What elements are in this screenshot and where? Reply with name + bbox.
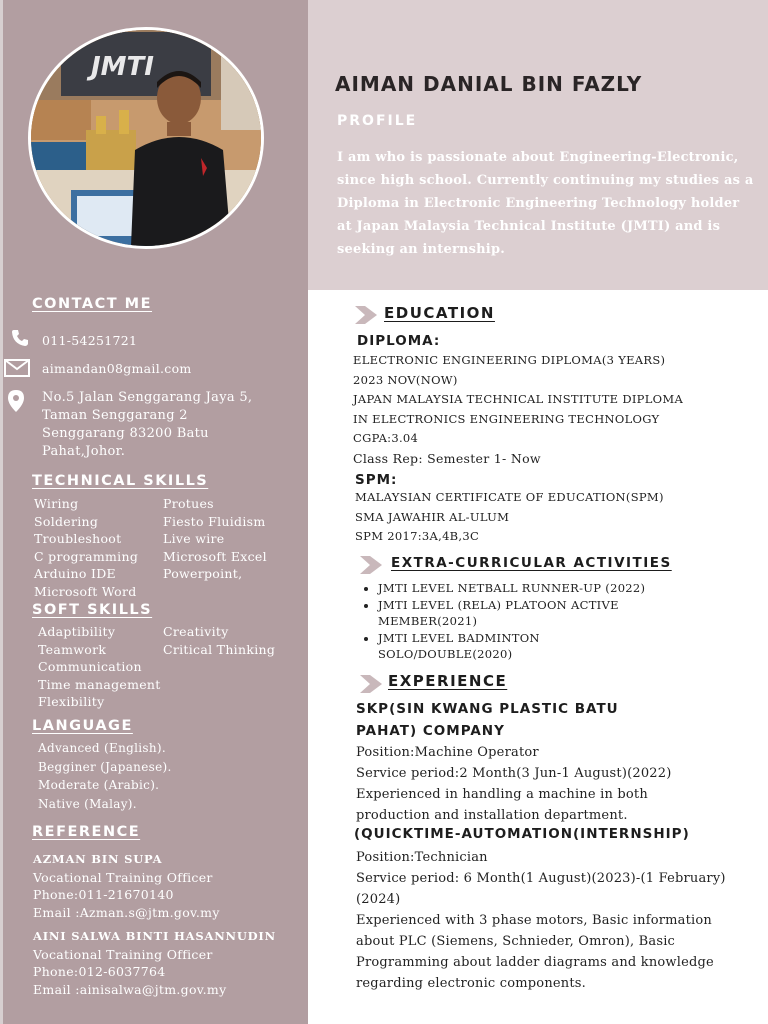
job-company: SKP(SIN KWANG PLASTIC BATU <box>356 701 619 717</box>
language-item: Moderate (Arabic). <box>38 778 160 792</box>
skill-item: Fiesto Fluidism <box>163 513 266 529</box>
skill-item: Powerpoint, <box>163 566 243 581</box>
experience-heading: EXPERIENCE <box>388 672 508 690</box>
extracurricular-item: • JMTI LEVEL NETBALL RUNNER-UP (2022) <box>378 580 756 597</box>
language-item: Native (Malay). <box>38 796 137 811</box>
email-icon <box>4 359 30 377</box>
reference-email: Email :Azman.s@jtm.gov.my <box>33 904 220 920</box>
job-line: about PLC (Siemens, Schnieder, Omron), Basic <box>356 934 676 949</box>
job-company: PAHAT) COMPANY <box>356 723 505 739</box>
diploma-line: 2023 NOV(NOW) <box>353 372 458 387</box>
contact-email: aimandan08gmail.com <box>42 361 192 376</box>
soft-skills-heading: SOFT SKILLS <box>32 602 153 618</box>
extracurricular-item: • JMTI LEVEL BADMINTON SOLO/DOUBLE(2020) <box>378 630 756 663</box>
reference-phone: Phone:011-21670140 <box>33 887 174 902</box>
extracurricular-list <box>356 580 756 663</box>
skill-item: Protues <box>163 496 214 511</box>
sidebar-edge <box>0 0 3 1024</box>
reference-title: Vocational Training Officer <box>33 869 213 885</box>
technical-skills-col1 <box>34 495 138 600</box>
reference-name: AINI SALWA BINTI HASANNUDIN <box>33 929 276 943</box>
reference-email: Email :ainisalwa@jtm.gov.my <box>33 981 227 997</box>
language-heading: LANGUAGE <box>32 718 133 734</box>
job-company: (QUICKTIME-AUTOMATION(INTERNSHIP) <box>354 826 690 842</box>
diploma-line: Class Rep: Semester 1- Now <box>353 450 541 466</box>
diploma-line: JAPAN MALAYSIA TECHNICAL INSTITUTE DIPLOMA <box>353 392 684 406</box>
reference-title: Vocational Training Officer <box>33 946 213 962</box>
contact-address <box>42 389 252 461</box>
extracurricular-item: • JMTI LEVEL (RELA) PLATOON ACTIVE MEMBER(2021) <box>378 597 756 630</box>
soft-skill-item: Teamwork <box>38 641 107 657</box>
technical-skills-heading: TECHNICAL SKILLS <box>32 473 209 489</box>
diploma-line: IN ELECTRONICS ENGINEERING TECHNOLOGY <box>353 411 660 426</box>
extracurricular-heading: EXTRA-CURRICULAR ACTIVITIES <box>391 555 672 571</box>
job-2 <box>354 823 726 994</box>
job-line: production and installation department. <box>356 808 628 823</box>
chevron-right-icon <box>355 306 377 324</box>
job-line: Position:Machine Operator <box>356 745 539 760</box>
diploma-line: CGPA:3.04 <box>353 431 419 445</box>
diploma-line: ELECTRONIC ENGINEERING DIPLOMA(3 YEARS) <box>353 353 666 367</box>
profile-photo <box>28 27 264 249</box>
skill-item: C programming <box>34 548 139 564</box>
job-line: Programming about ladder diagrams and knowledge <box>356 955 714 970</box>
education-heading: EDUCATION <box>384 304 495 322</box>
spm-line: SMA JAWAHIR AL-ULUM <box>355 509 510 524</box>
address-line: Senggarang 83200 Batu <box>42 426 209 441</box>
profile-text: I am who is passionate about Engineering-Electronic, since high school. Currently continuing my studies as a Diploma in Electronic Engineering Technology holder at Japan Malaysia Technical Institute (JMTI) and is seeking an internship. <box>337 150 754 257</box>
profile-heading: PROFILE <box>337 113 418 129</box>
reference-1 <box>33 851 220 921</box>
reference-2 <box>33 928 276 998</box>
soft-skill-item: Communication <box>38 659 142 674</box>
chevron-right-icon <box>360 556 382 574</box>
job-line: regarding electronic components. <box>356 976 586 991</box>
chevron-right-icon <box>360 675 382 693</box>
job-1 <box>356 698 672 826</box>
job-line: (2024) <box>356 892 401 907</box>
skill-item: Microsoft Word <box>34 583 137 599</box>
photo-sign-text: JMTI <box>91 52 154 82</box>
soft-skill-item: Adaptibility <box>38 624 116 639</box>
job-line: Experienced in handling a machine in both <box>356 787 648 802</box>
job-line: Service period: 6 Month(1 August)(2023)-(1 February) <box>356 871 726 886</box>
job-line: Experienced with 3 phase motors, Basic information <box>356 913 713 928</box>
profile-photo-illustration <box>31 30 261 246</box>
address-line: Taman Senggarang 2 <box>42 408 188 423</box>
location-pin-icon <box>7 389 25 413</box>
language-list <box>38 739 172 813</box>
address-line: Pahat,Johor. <box>42 444 126 459</box>
skill-item: Live wire <box>163 531 225 546</box>
reference-heading: REFERENCE <box>32 824 141 840</box>
technical-skills-col2 <box>163 495 267 583</box>
soft-skill-item: Flexibility <box>38 694 105 709</box>
diploma-details <box>353 351 683 468</box>
language-item: Advanced (English). <box>38 741 166 755</box>
skill-item: Arduino IDE <box>34 566 116 581</box>
language-item: Begginer (Japanese). <box>38 759 172 774</box>
skill-item: Wiring <box>34 496 79 511</box>
spm-line: SPM 2017:3A,4B,3C <box>355 529 480 543</box>
diploma-heading: DIPLOMA: <box>357 333 441 349</box>
candidate-name: AIMAN DANIAL BIN FAZLY <box>335 72 643 96</box>
soft-skill-item: Creativity <box>163 624 229 639</box>
spm-heading: SPM: <box>355 472 398 488</box>
reference-name: AZMAN BIN SUPA <box>33 852 163 866</box>
soft-skill-item: Critical Thinking <box>163 641 276 657</box>
job-line: Position:Technician <box>356 850 488 865</box>
soft-skills-col2 <box>163 623 275 658</box>
skill-item: Troubleshoot <box>34 531 122 546</box>
address-line: No.5 Jalan Senggarang Jaya 5, <box>42 390 253 405</box>
contact-heading: CONTACT ME <box>32 296 153 312</box>
skill-item: Microsoft Excel <box>163 548 267 564</box>
reference-phone: Phone:012-6037764 <box>33 964 166 979</box>
skill-item: Soldering <box>34 513 99 529</box>
soft-skills-col1 <box>38 623 161 711</box>
contact-phone: 011-54251721 <box>42 333 138 348</box>
spm-line: MALAYSIAN CERTIFICATE OF EDUCATION(SPM) <box>355 490 664 504</box>
soft-skill-item: Time management <box>38 676 161 692</box>
phone-icon <box>10 328 30 348</box>
job-line: Service period:2 Month(3 Jun-1 August)(2022) <box>356 766 672 781</box>
spm-details <box>355 488 664 547</box>
